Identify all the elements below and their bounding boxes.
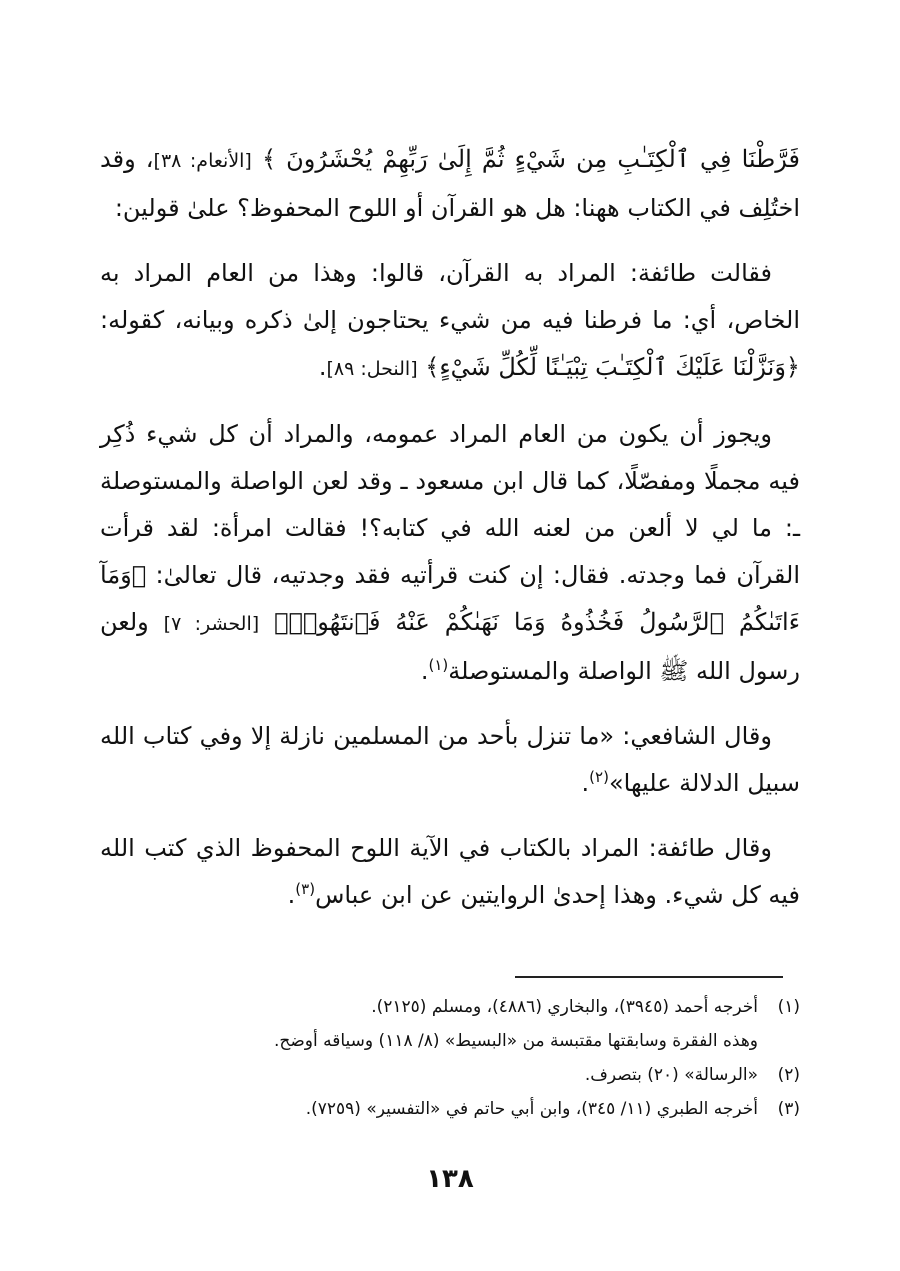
paragraph-text: فقالت طائفة: المراد به القرآن، قالوا: وهذا من العام المراد به الخاص، أي: ما فرطنا فيه من شيء يحتاجون إلىٰ ذكره وبيانه، كقوله: [100,259,800,334]
paragraph-1 [100,136,800,232]
quran-verse: ﴿وَمَآ ءَاتَىٰكُمُ ٱلرَّسُولُ فَخُذُوهُ وَمَا نَهَىٰكُمْ عَنْهُ فَٱنتَهُوا۟﴾ [100,561,800,636]
verse-reference: [النحل: ٨٩] [326,358,418,380]
verse-reference: [الأنعام: ٣٨] [153,150,252,172]
paragraph-text: . [287,881,296,909]
paragraph-text: . [318,353,327,381]
footnote-item [100,990,800,1024]
footnote-marker[interactable]: (٣) [295,880,316,898]
paragraph-text: . [420,657,429,685]
paragraph-3 [100,411,800,695]
footnote-text: أخرجه أحمد (٣٩٤٥)، والبخاري (٤٨٨٦)، ومسلم (٢١٢٥). [371,997,758,1017]
paragraph-text: ، وقد اختُلِف في الكتاب ههنا: هل هو القرآن أو اللوح المحفوظ؟ علىٰ قولين: [100,145,800,222]
paragraph-text: ولعن رسول الله ﷺ الواصلة والمستوصلة [100,608,800,685]
footnote-text: أخرجه الطبري (١١/ ٣٤٥)، وابن أبي حاتم في «التفسير» (٧٢٥٩). [305,1099,758,1119]
footnotes-section [100,990,800,1126]
footnote-number: (٢) [777,1065,800,1085]
paragraph-text: وقال الشافعي: «ما تنزل بأحد من المسلمين نازلة إلا وفي كتاب الله سبيل الدلالة عليها» [100,722,800,797]
paragraph-text: . [581,769,590,797]
footnote-divider [515,976,783,978]
quran-verse: ﴿وَنَزَّلْنَا عَلَيْكَ ٱلْكِتَـٰبَ تِبْيَـٰنًا لِّكُلِّ شَيْءٍ﴾ [425,353,800,381]
paragraph-text: وقال طائفة: المراد بالكتاب في الآية اللوح المحفوظ الذي كتب الله فيه كل شيء. وهذا إحدىٰ الروايتين عن ابن عباس [100,834,800,909]
verse-reference: [الحشر: ٧] [163,613,260,635]
footnote-item [100,1058,800,1092]
main-text [100,136,800,937]
paragraph-text: ويجوز أن يكون من العام المراد عمومه، والمراد أن كل شيء ذُكِر فيه مجملًا ومفصّلًا، كما قال ابن مسعود ـ وقد لعن الواصلة والمستوصلة ـ: ما لي لا ألعن من لعنه الله في كتابه؟! فقالت امرأة: لقد قرأت القرآن فما وجدته. فقال: إن كنت قرأتيه فقد وجدتيه، قال تعالىٰ: [100,420,800,589]
paragraph-2 [100,250,800,393]
footnote-marker[interactable]: (١) [428,656,449,674]
footnote-number: (١) [777,997,800,1017]
footnote-text: وهذه الفقرة وسابقتها مقتبسة من «البسيط» (٨/ ١١٨) وسياقه أوضح. [273,1031,758,1051]
footnote-number: (٣) [777,1099,800,1119]
footnote-item [100,1092,800,1126]
quran-verse: فَرَّطْنَا فِي ٱلْكِتَـٰبِ مِن شَيْءٍ ثُمَّ إِلَىٰ رَبِّهِمْ يُحْشَرُونَ ﴾ [261,145,800,173]
footnote-item [100,1024,800,1058]
page-number: ١٣٨ [426,1164,474,1194]
footnote-marker[interactable]: (٢) [589,768,609,786]
footnote-text: «الرسالة» (٢٠) بتصرف. [584,1065,758,1085]
paragraph-4 [100,713,800,807]
paragraph-5 [100,825,800,919]
